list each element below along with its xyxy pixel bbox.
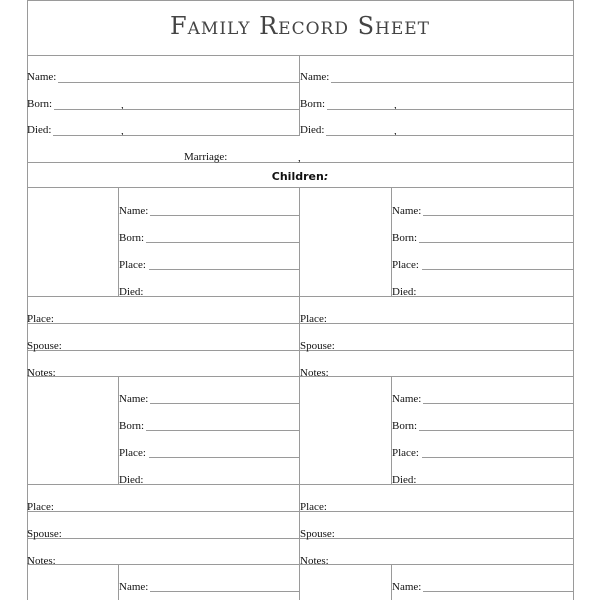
child-spouse-label: Spouse:: [27, 528, 62, 540]
child-name-line[interactable]: [150, 403, 299, 404]
divider: [27, 484, 573, 485]
divider: [27, 55, 573, 56]
child-place-line[interactable]: [422, 269, 573, 270]
child-place-label: Place:: [392, 259, 419, 271]
spouse-name-label: Name:: [300, 71, 330, 83]
child-spouse-label: Spouse:: [300, 528, 335, 540]
child-died-label: Died:: [392, 286, 417, 298]
child-name-line[interactable]: [423, 403, 573, 404]
child-place-label: Place:: [300, 501, 327, 513]
parent-name-label: Name:: [27, 71, 57, 83]
child-name-label: Name:: [119, 393, 149, 405]
child-name-line[interactable]: [423, 591, 573, 592]
child-born-line[interactable]: [419, 242, 573, 243]
spouse-name-line[interactable]: [331, 82, 573, 83]
child-place-line[interactable]: [422, 457, 573, 458]
child-born-label: Born:: [392, 232, 418, 244]
parent-born-label: Born:: [27, 98, 53, 110]
spouse-born-line[interactable]: [327, 109, 573, 110]
child-born-label: Born:: [392, 420, 418, 432]
spouse-born-comma: ,: [394, 99, 397, 111]
spouse-died-line[interactable]: [326, 135, 573, 136]
child-name-line[interactable]: [423, 215, 573, 216]
parent-name-line[interactable]: [58, 82, 299, 83]
spouse-died-label: Died:: [300, 124, 325, 136]
divider: [27, 187, 573, 188]
child-place-label: Place:: [119, 259, 146, 271]
divider: [27, 296, 573, 297]
child-place-label: Place:: [300, 313, 327, 325]
child-spouse-label: Spouse:: [27, 340, 62, 352]
child-name-label: Name:: [119, 205, 149, 217]
child-place-label: Place:: [27, 501, 54, 513]
child-name-label: Name:: [119, 581, 149, 593]
parent-died-label: Died:: [27, 124, 52, 136]
child-died-label: Died:: [119, 474, 144, 486]
child-name-label: Name:: [392, 393, 422, 405]
spouse-died-comma: ,: [394, 125, 397, 137]
marriage-comma: ,: [298, 152, 301, 164]
parent-born-comma: ,: [121, 99, 124, 111]
child-name-label: Name:: [392, 581, 422, 593]
child-place-line[interactable]: [149, 457, 299, 458]
parent-died-line[interactable]: [53, 135, 299, 136]
child-name-line[interactable]: [150, 591, 299, 592]
child-notes-label: Notes:: [300, 555, 329, 567]
child-born-label: Born:: [119, 232, 145, 244]
child-notes-label: Notes:: [300, 367, 329, 379]
child-place-label: Place:: [119, 447, 146, 459]
child-spouse-label: Spouse:: [300, 340, 335, 352]
marriage-label: Marriage:: [184, 151, 228, 163]
child-notes-label: Notes:: [27, 367, 56, 379]
child-born-line[interactable]: [419, 430, 573, 431]
child-name-line[interactable]: [150, 215, 299, 216]
child-born-label: Born:: [119, 420, 145, 432]
parent-died-comma: ,: [121, 125, 124, 137]
child-born-line[interactable]: [146, 242, 299, 243]
child-notes-label: Notes:: [27, 555, 56, 567]
child-name-label: Name:: [392, 205, 422, 217]
spouse-born-label: Born:: [300, 98, 326, 110]
child-died-label: Died:: [119, 286, 144, 298]
child-died-label: Died:: [392, 474, 417, 486]
child-place-label: Place:: [27, 313, 54, 325]
page-title: Family Record Sheet: [169, 12, 430, 40]
child-place-label: Place:: [392, 447, 419, 459]
parent-born-line[interactable]: [54, 109, 299, 110]
children-heading: Children:: [271, 170, 329, 183]
child-place-line[interactable]: [149, 269, 299, 270]
divider: [27, 0, 573, 1]
child-born-line[interactable]: [146, 430, 299, 431]
